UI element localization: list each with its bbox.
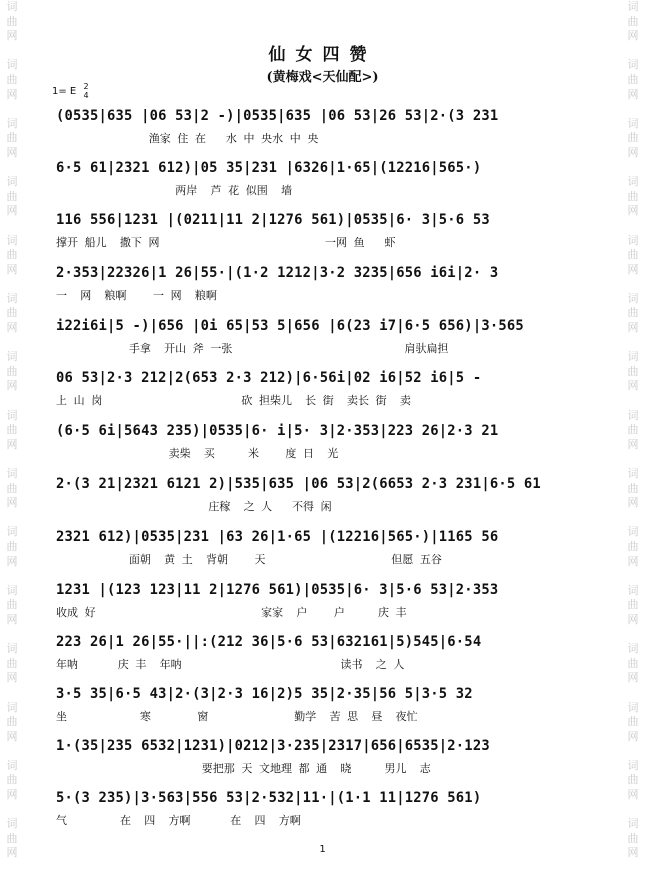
song-subtitle: (黄梅戏<天仙配>) xyxy=(266,70,379,85)
time-signature-top: 2 xyxy=(83,82,89,91)
notation-line: 223 26|1 26|55·||:(212 36|5·6 53|632161|5)545|6·54 xyxy=(56,634,482,650)
time-signature xyxy=(83,82,88,100)
lyric-line: 面朝 黄 土 背朝 天 但愿 五谷 xyxy=(56,553,442,566)
score-row xyxy=(56,212,606,266)
lyric-line: 收成 好 家家 户 户 庆 丰 xyxy=(56,606,407,619)
lyric-line: 卖柴 买 米 度 日 光 xyxy=(56,447,339,460)
score-row xyxy=(56,686,606,740)
lyric-line: 要把那 天 文地理 都 通 晓 男儿 志 xyxy=(56,762,431,775)
notation-line: 5·(3 235)|3·563|556 53|2·532|11·|(1·1 11|1276 561) xyxy=(56,790,482,806)
notation-line: (6·5 6i|5643 235)|0535|6· i|5· 3|2·353|223 26|2·3 21 xyxy=(56,423,499,439)
key-label: 1= E xyxy=(52,86,77,97)
lyric-line: 撑开 船儿 撒下 网 一网 鱼 虾 xyxy=(56,236,396,249)
score-row xyxy=(56,108,606,162)
score-row xyxy=(56,265,606,319)
notation-line: 2321 612)|0535|231 |63 26|1·65 |(12216|565·)|1165 56 xyxy=(56,529,499,545)
lyric-line: 上 山 岗 砍 担柴儿 长 街 卖长 街 卖 xyxy=(56,394,411,407)
score-row xyxy=(56,582,606,636)
score-row xyxy=(56,370,606,424)
lyric-line: 两岸 芦 花 似围 墙 xyxy=(56,184,292,197)
notation-line: 2·353|22326|1 26|55·|(1·2 1212|3·2 3235|656 i6i|2· 3 xyxy=(56,265,499,281)
score-row xyxy=(56,634,606,688)
notation-line: i22i6i|5 -)|656 |0i 65|53 5|656 |6(23 i7|6·5 656)|3·565 xyxy=(56,318,524,334)
key-signature xyxy=(52,82,89,100)
lyric-line: 手拿 开山 斧 一张 肩驮扁担 xyxy=(56,342,449,355)
lyric-line: 庄稼 之 人 不得 闲 xyxy=(56,500,332,513)
page-number: 1 xyxy=(319,844,326,855)
notation-line: 6·5 61|2321 612)|05 35|231 |6326|1·65|(12216|565·) xyxy=(56,160,482,176)
notation-line: 2·(3 21|2321 6121 2)|535|635 |06 53|2(6653 2·3 231|6·5 61 xyxy=(56,476,541,492)
score-row xyxy=(56,790,606,844)
score-row xyxy=(56,738,606,792)
score-row xyxy=(56,318,606,372)
notation-line: 3·5 35|6·5 43|2·(3|2·3 16|2)5 35|2·35|56 5|3·5 32 xyxy=(56,686,473,702)
notation-line: 1·(35|235 6532|1231)|0212|3·235|2317|656|6535|2·123 xyxy=(56,738,490,754)
notation-line: (0535|635 |06 53|2 -)|0535|635 |06 53|26 53|2·(3 231 xyxy=(56,108,499,124)
notation-line: 116 556|1231 |(0211|11 2|1276 561)|0535|6· 3|5·6 53 xyxy=(56,212,490,228)
score-row xyxy=(56,529,606,583)
score-row xyxy=(56,423,606,477)
score-row xyxy=(56,160,606,214)
lyric-line: 年呐 庆 丰 年呐 读书 之 人 xyxy=(56,658,405,671)
watermark-right: 词 曲 网 词 曲 网 词 曲 网 词 曲 网 词 曲 网 词 曲 网 词 曲 网 词 曲 网 词 曲 网 词 曲 网 词 曲 网 词 曲 网 词 曲 网 词 曲 网 词 曲 网 xyxy=(627,0,639,860)
song-title: 仙女四赞 xyxy=(268,45,377,65)
lyric-line: 渔家 住 在 水 中 央水 中 央 xyxy=(56,132,319,145)
notation-line: 06 53|2·3 212|2(653 2·3 212)|6·56i|02 i6|52 i6|5 - xyxy=(56,370,482,386)
lyric-line: 一 网 粮啊 一 网 粮啊 xyxy=(56,289,217,302)
time-signature-bottom: 4 xyxy=(83,91,89,100)
notation-line: 1231 |(123 123|11 2|1276 561)|0535|6· 3|5·6 53|2·353 xyxy=(56,582,499,598)
lyric-line: 坐 寒 窗 勤学 苦 思 昼 夜忙 xyxy=(56,710,418,723)
score-row xyxy=(56,476,606,530)
lyric-line: 气 在 四 方啊 在 四 方啊 xyxy=(56,814,301,827)
watermark-left: 词 曲 网 词 曲 网 词 曲 网 词 曲 网 词 曲 网 词 曲 网 词 曲 网 词 曲 网 词 曲 网 词 曲 网 词 曲 网 词 曲 网 词 曲 网 词 曲 网 词 曲 网 xyxy=(6,0,18,860)
